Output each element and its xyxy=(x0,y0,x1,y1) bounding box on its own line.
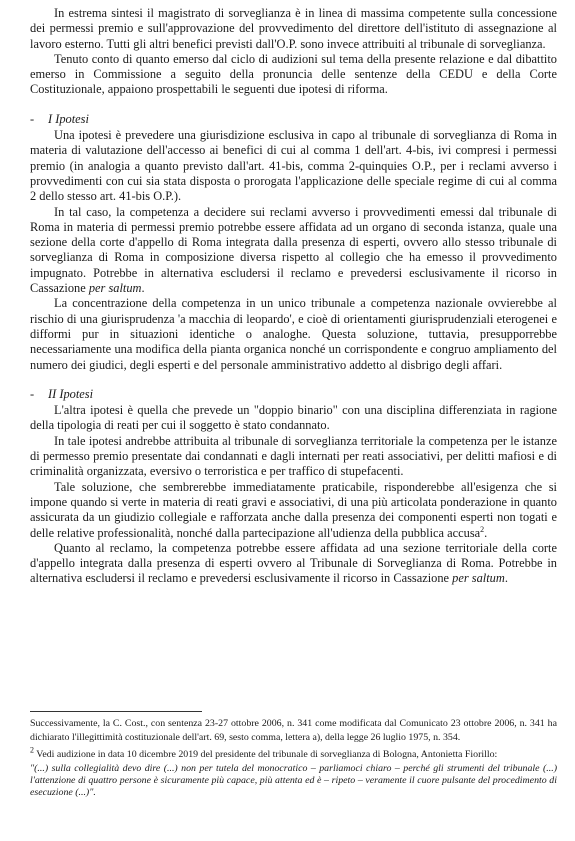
italic-term: per saltum xyxy=(452,571,505,586)
footnote-2 xyxy=(30,748,557,762)
section-heading-2 xyxy=(30,387,557,402)
body-text xyxy=(30,6,557,587)
section1-paragraph-2: In tal caso, la competenza a decidere sui reclami avverso i provvedimenti emessi dal tribunale di Roma in materia di permessi premio potrebbe essere affidata ad un organo di seconda istanza, quale una sezione della corte d'appello di Roma integrata dalla presenza di esperti, ovvero allo stesso tribunale di sorveglianza di Roma in composizione diversa rispetto al collegio che ha emesso il provvedimento impugnato. Potrebbe in alternativa escludersi il reclamo e prevedersi esclusivamente il ricorso in Cassazione per saltum. xyxy=(30,204,557,296)
section1-paragraph-3: La concentrazione della competenza in un unico tribunale a competenza nazionale ovvierebbe al rischio di una giurisprudenza 'a macchia di leopardo', e cioè di orientamenti giurisprudenziali eterogenei e difformi pur in situazioni identiche o analoghe. Questa soluzione, tuttavia, presupporrebbe necessariamente una modifica della pianta organica nonché un corrispondente e congruo ampliamento del numero dei giudici, degli esperti e del personale amministrativo addetto al disbrigo degli affari. xyxy=(30,296,557,372)
heading-title: I Ipotesi xyxy=(48,111,89,126)
footnote-ref-2[interactable]: 2 xyxy=(480,524,485,534)
footnote-2-quote: "(...) sulla collegialità devo dire (...) non per tutela del monocratico – parliamoci chiaro – perché gli strumenti del tribunale (...) l'attenzione di quattro persone è sicuramente più capace, più attenta ed è – ripeto – veramente il cuore pulsante del procedimento di esecuzione (...)". xyxy=(30,762,557,799)
italic-term: per saltum xyxy=(88,281,142,296)
footnote-continued: Successivamente, la C. Cost., con sentenza 23-27 ottobre 2006, n. 341 come modificata dal Comunicato 23 ottobre 2006, n. 341 ha dichiarato l'illegittimità costituzionale dell'art. 69, sesto comma, lettera a), della legge 26 luglio 1975, n. 354. xyxy=(30,718,557,744)
section1-paragraph-1: Una ipotesi è prevedere una giurisdizione esclusiva in capo al tribunale di sorveglianza di Roma in materia di valutazione dell'accesso ai benefici di cui al comma 1 dell'art. 4-bis, ivi compresi i permessi premio (in analogia a quanto previsto dall'art. 41-bis, comma 2-quinquies O.P., per i reclami avverso i provvedimenti con cui sia stata disposta o prorogata l'applicazione delle speciale regime di cui al comma 2 dello stesso art. 41-bis O.P.). xyxy=(30,128,557,204)
intro-paragraph-1: In estrema sintesi il magistrato di sorveglianza è in linea di massima competente sulla concessione dei permessi premio e sull'approvazione del provvedimento del direttore dell'istituto di assegnazione al lavoro esterno. Tutti gli altri benefici previsti dall'O.P. sono invece attribuiti al tribunale di sorveglianza. xyxy=(30,6,557,51)
footnote-number: 2 xyxy=(30,746,34,756)
footnote-text: Vedi audizione in data 10 dicembre 2019 del presidente del tribunale di sorveglianza di Bologna, Antonietta Fiorillo: xyxy=(34,749,498,761)
section-heading-1 xyxy=(30,112,557,127)
heading-dash: - xyxy=(30,111,35,126)
footnote-separator xyxy=(30,711,202,712)
heading-dash: - xyxy=(30,386,35,401)
section2-paragraph-2: In tale ipotesi andrebbe attribuita al tribunale di sorveglianza territoriale la competenza per le istanze di permesso premio presentate dai condannati e dagli internati per reati associativi, per delitti mafiosi e di criminalità organizzata, eversivo o terroristica e per traffico di stupefacenti. xyxy=(30,433,557,479)
section2-paragraph-3: Tale soluzione, che sembrerebbe immediatamente praticabile, risponderebbe all'esigenza che si impone quando si verte in materia di reati gravi e associativi, di una più articolata ponderazione in quanto assicurata da un giudizio collegiale e rafforzata anche dalla presenza dei componenti esperti non togati e delle relative professionalità, nonché dalla partecipazione all'udienza della pubblica accusa$^2$. xyxy=(30,479,557,540)
footnotes xyxy=(30,717,557,799)
intro-paragraph-2: Tenuto conto di quanto emerso dal ciclo di audizioni sul tema della presente relazione e dal dibattito emerso in Commissione a seguito della pronuncia delle sentenze della CEDU e della Corte Costituzionale, appaiono prospettabili le seguenti due ipotesi di riforma. xyxy=(30,51,557,97)
section2-paragraph-1: L'altra ipotesi è quella che prevede un "doppio binario" con una disciplina differenziata in ragione della tipologia di reati per cui il soggetto è stato condannato. xyxy=(30,403,557,433)
heading-title: II Ipotesi xyxy=(48,386,94,401)
section2-paragraph-4: Quanto al reclamo, la competenza potrebbe essere affidata ad una sezione territoriale della corte d'appello integrata dalla presenza di esperti ovvero al Tribunale di Sorveglianza di Roma. Potrebbe in alternativa escludersi il reclamo e prevedersi esclusivamente il ricorso in Cassazione per saltum. xyxy=(30,540,557,586)
